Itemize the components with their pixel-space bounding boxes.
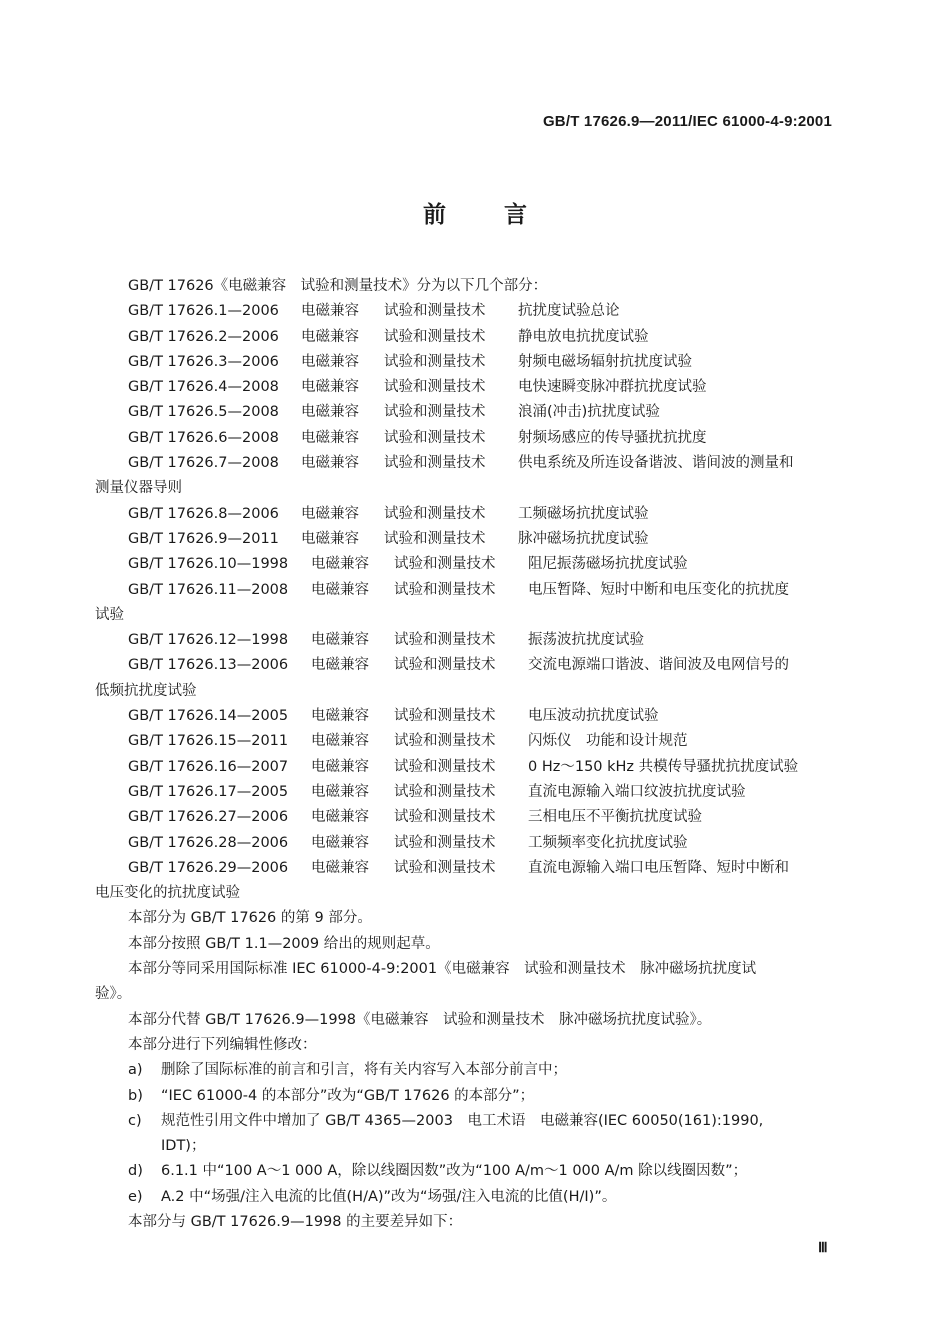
part-title: 闪烁仪 功能和设计规范 — [528, 733, 688, 750]
part-title: 电压暂降、短时中断和电压变化的抗扰度 — [528, 581, 789, 598]
part-title: 交流电源端口谐波、谐间波及电网信号的 — [528, 657, 789, 674]
part-code: GB/T 17626.28—2006 — [128, 834, 289, 851]
edit-item-label: d) — [128, 1163, 143, 1180]
edit-item-label: e) — [128, 1188, 143, 1205]
parts-list — [95, 299, 835, 906]
part-subseries: 试验和测量技术 — [394, 556, 496, 573]
part-series: 电磁兼容 — [311, 859, 369, 876]
part-series: 电磁兼容 — [311, 581, 369, 598]
part-code: GB/T 17626.1—2006 — [128, 303, 279, 320]
edit-item-text: 规范性引用文件中增加了 GB/T 4365—2003 电工术语 电磁兼容(IEC 60050(161):1990, — [161, 1112, 764, 1129]
edit-item-text: A.2 中“场强/注入电流的比值(H/A)”改为“场强/注入电流的比值(H/I)”。 — [161, 1188, 617, 1205]
edit-item-text: “IEC 61000-4 的本部分”改为“GB/T 17626 的本部分”； — [161, 1087, 535, 1104]
part-code: GB/T 17626.6—2008 — [128, 429, 279, 446]
part-subseries: 试验和测量技术 — [384, 404, 486, 421]
part-series: 电磁兼容 — [301, 505, 359, 522]
part-series: 电磁兼容 — [301, 379, 359, 396]
part-code: GB/T 17626.10—1998 — [128, 556, 289, 573]
standard-part-line — [95, 628, 835, 653]
part-title-continued: 测量仪器导则 — [95, 480, 182, 497]
part-series: 电磁兼容 — [311, 657, 369, 674]
standard-part-line — [95, 325, 835, 350]
edit-item-label: c) — [128, 1112, 142, 1129]
part-code: GB/T 17626.29—2006 — [128, 859, 289, 876]
part-code: GB/T 17626.16—2007 — [128, 758, 289, 775]
part-series: 电磁兼容 — [311, 632, 369, 649]
part-code: GB/T 17626.14—2005 — [128, 708, 289, 725]
standard-part-line — [95, 805, 835, 830]
part-subseries: 试验和测量技术 — [384, 455, 486, 472]
standard-part-line — [95, 856, 835, 881]
edit-item — [95, 1058, 835, 1083]
part-series: 电磁兼容 — [311, 556, 369, 573]
part-series: 电磁兼容 — [311, 708, 369, 725]
standard-part-line — [95, 299, 835, 324]
part-title-continued: 试验 — [95, 606, 124, 623]
part-series: 电磁兼容 — [311, 783, 369, 800]
edit-item-text: 删除了国际标准的前言和引言，将有关内容写入本部分前言中； — [161, 1062, 567, 1079]
part-subseries: 试验和测量技术 — [384, 505, 486, 522]
part-title: 抗扰度试验总论 — [518, 303, 620, 320]
part-subseries: 试验和测量技术 — [394, 733, 496, 750]
part-title: 0 Hz～150 kHz 共模传导骚扰抗扰度试验 — [528, 758, 799, 775]
standard-part-line — [95, 729, 835, 754]
part-code: GB/T 17626.5—2008 — [128, 404, 279, 421]
part-code: GB/T 17626.2—2006 — [128, 328, 279, 345]
paragraph-differences: 本部分与 GB/T 17626.9—1998 的主要差异如下： — [128, 1213, 463, 1230]
part-subseries: 试验和测量技术 — [394, 758, 496, 775]
part-title: 射频场感应的传导骚扰抗扰度 — [518, 429, 707, 446]
paragraph-edits-intro: 本部分进行下列编辑性修改： — [128, 1036, 317, 1053]
part-series: 电磁兼容 — [311, 834, 369, 851]
part-title-continued: 电压变化的抗扰度试验 — [95, 885, 240, 902]
intro-line: GB/T 17626《电磁兼容 试验和测量技术》分为以下几个部分： — [128, 278, 548, 294]
part-title: 三相电压不平衡抗扰度试验 — [528, 809, 702, 826]
part-subseries: 试验和测量技术 — [384, 530, 486, 547]
edit-item — [95, 1185, 835, 1210]
standard-part-line — [95, 653, 835, 678]
part-series: 电磁兼容 — [311, 758, 369, 775]
part-title: 工频磁场抗扰度试验 — [518, 505, 649, 522]
part-subseries: 试验和测量技术 — [384, 303, 486, 320]
standard-part-line — [95, 755, 835, 780]
edit-item-label: b) — [128, 1087, 143, 1104]
paragraph-adoption-continued: 验》。 — [95, 986, 132, 1003]
part-subseries: 试验和测量技术 — [384, 353, 486, 370]
part-title: 振荡波抗扰度试验 — [528, 632, 644, 649]
page-number: Ⅲ — [818, 1241, 828, 1256]
part-series: 电磁兼容 — [301, 530, 359, 547]
standard-part-line — [95, 578, 835, 603]
part-series: 电磁兼容 — [301, 404, 359, 421]
part-title: 脉冲磁场抗扰度试验 — [518, 530, 649, 547]
part-subseries: 试验和测量技术 — [394, 859, 496, 876]
part-code: GB/T 17626.27—2006 — [128, 809, 289, 826]
part-subseries: 试验和测量技术 — [394, 834, 496, 851]
part-subseries: 试验和测量技术 — [384, 328, 486, 345]
part-subseries: 试验和测量技术 — [384, 379, 486, 396]
part-title: 阻尼振荡磁场抗扰度试验 — [528, 556, 688, 573]
part-title: 电压波动抗扰度试验 — [528, 708, 659, 725]
part-code: GB/T 17626.13—2006 — [128, 657, 289, 674]
edit-item-text: 6.1.1 中“100 A～1 000 A，除以线圈因数”改为“100 A/m～1 000 A/m 除以线圈因数”； — [161, 1163, 748, 1180]
part-title: 射频电磁场辐射抗扰度试验 — [518, 353, 692, 370]
part-series: 电磁兼容 — [301, 455, 359, 472]
standard-part-line — [95, 704, 835, 729]
part-series: 电磁兼容 — [301, 353, 359, 370]
part-series: 电磁兼容 — [311, 733, 369, 750]
part-title: 静电放电抗扰度试验 — [518, 328, 649, 345]
standard-part-line — [95, 831, 835, 856]
standard-part-line — [95, 552, 835, 577]
part-code: GB/T 17626.7—2008 — [128, 455, 279, 472]
part-title-continued: 低频抗扰度试验 — [95, 682, 197, 699]
paragraph-part-number: 本部分为 GB/T 17626 的第 9 部分。 — [128, 910, 372, 927]
part-series: 电磁兼容 — [301, 429, 359, 446]
part-title: 浪涌(冲击)抗扰度试验 — [518, 404, 660, 421]
part-title: 直流电源输入端口纹波抗扰度试验 — [528, 783, 746, 800]
standard-part-line — [95, 502, 835, 527]
part-code: GB/T 17626.15—2011 — [128, 733, 289, 750]
edit-item-label: a) — [128, 1062, 143, 1079]
standard-part-line — [95, 451, 835, 476]
edits-list — [95, 1058, 835, 1210]
edit-item-continued: IDT)； — [161, 1138, 206, 1155]
part-subseries: 试验和测量技术 — [394, 657, 496, 674]
part-subseries: 试验和测量技术 — [394, 632, 496, 649]
part-code: GB/T 17626.8—2006 — [128, 505, 279, 522]
standard-part-line — [95, 375, 835, 400]
standard-code-header: GB/T 17626.9—2011/IEC 61000-4-9:2001 — [542, 113, 832, 130]
standard-part-line — [95, 780, 835, 805]
page-title: 前言 — [423, 202, 585, 228]
edit-item — [95, 1159, 835, 1184]
standard-part-line — [95, 350, 835, 375]
paragraph-replaces: 本部分代替 GB/T 17626.9—1998《电磁兼容 试验和测量技术 脉冲磁场抗扰度试验》。 — [128, 1011, 712, 1028]
part-title: 电快速瞬变脉冲群抗扰度试验 — [518, 379, 707, 396]
part-series: 电磁兼容 — [301, 328, 359, 345]
part-title: 直流电源输入端口电压暂降、短时中断和 — [528, 859, 789, 876]
part-code: GB/T 17626.17—2005 — [128, 783, 289, 800]
document-body — [95, 274, 835, 1235]
standard-part-line — [95, 400, 835, 425]
standard-part-line — [95, 426, 835, 451]
part-subseries: 试验和测量技术 — [394, 809, 496, 826]
part-title: 工频频率变化抗扰度试验 — [528, 834, 688, 851]
part-subseries: 试验和测量技术 — [394, 708, 496, 725]
paragraph-adoption: 本部分等同采用国际标准 IEC 61000-4-9:2001《电磁兼容 试验和测量技术 脉冲磁场抗扰度试 — [128, 961, 757, 978]
edit-item — [95, 1109, 835, 1134]
part-subseries: 试验和测量技术 — [394, 783, 496, 800]
part-series: 电磁兼容 — [311, 809, 369, 826]
part-code: GB/T 17626.4—2008 — [128, 379, 279, 396]
part-title: 供电系统及所连设备谐波、谐间波的测量和 — [518, 455, 794, 472]
part-code: GB/T 17626.9—2011 — [128, 530, 279, 547]
edit-item — [95, 1084, 835, 1109]
part-subseries: 试验和测量技术 — [384, 429, 486, 446]
part-code: GB/T 17626.12—1998 — [128, 632, 289, 649]
standard-part-line — [95, 527, 835, 552]
part-subseries: 试验和测量技术 — [394, 581, 496, 598]
part-code: GB/T 17626.3—2006 — [128, 353, 279, 370]
part-code: GB/T 17626.11—2008 — [128, 581, 289, 598]
part-series: 电磁兼容 — [301, 303, 359, 320]
paragraph-drafting-rules: 本部分按照 GB/T 1.1—2009 给出的规则起草。 — [128, 935, 440, 952]
